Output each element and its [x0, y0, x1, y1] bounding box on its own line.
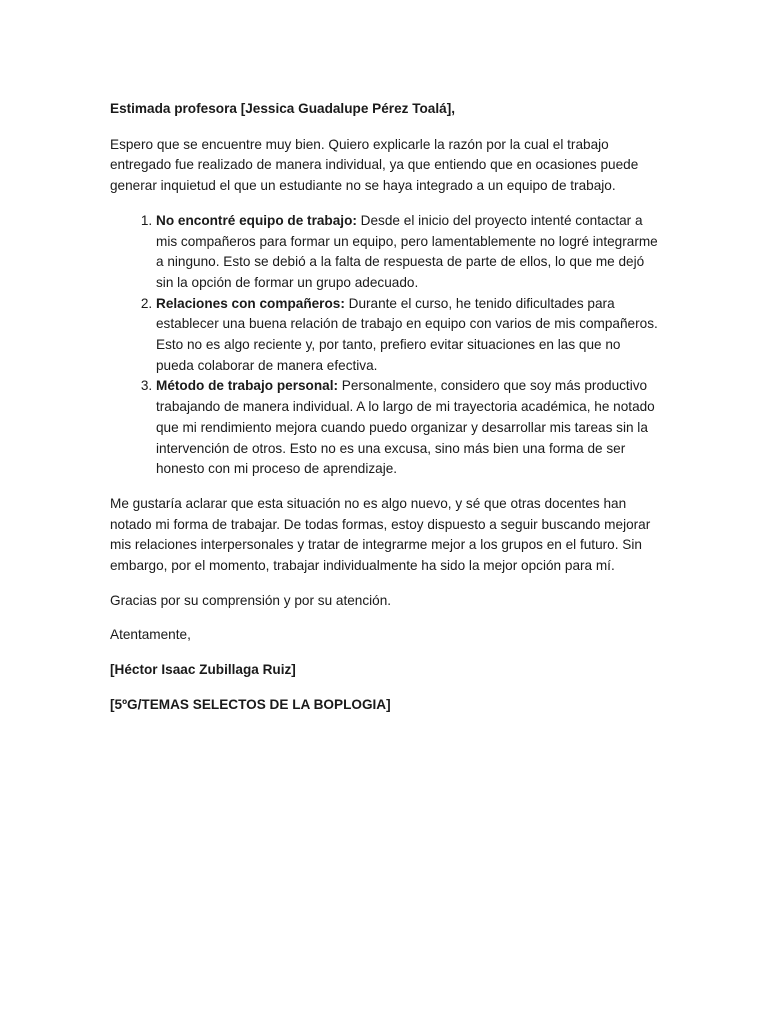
letter-intro-paragraph: Espero que se encuentre muy bien. Quiero explicarle la razón por la cual el trabajo entregado fue realizado de manera individual, ya que entiendo que en ocasiones puede generar inquietud el que un estudiante no se haya integrado a un equipo de trabajo. — [110, 136, 639, 194]
list-item — [156, 211, 660, 294]
letter-closing: Atentamente, — [110, 627, 191, 643]
reason-text: Desde el inicio del proyecto intenté contactar a mis compañeros para formar un equipo, pero lamentablemente no logré integrarme a ninguno. Esto se debió a la falta de respuesta de parte de ellos, lo que me dejó sin la opción de formar un grupo adecuado. — [156, 212, 658, 290]
letter-thanks: Gracias por su comprensión y por su atención. — [110, 592, 392, 608]
signature-name: [Héctor Isaac Zubillaga Ruiz] — [110, 662, 296, 678]
reason-title: Relaciones con compañeros: — [156, 295, 345, 311]
letter-document — [110, 99, 660, 730]
signature-course: [5ºG/TEMAS SELECTOS DE LA BOPLOGIA] — [110, 696, 391, 712]
letter-body-paragraph: Me gustaría aclarar que esta situación no es algo nuevo, y sé que otras docentes han notado mi forma de trabajar. De todas formas, estoy dispuesto a seguir buscando mejorar mis relaciones interpersonales y tratar de integrarme mejor a los grupos en el futuro. Sin embargo, por el momento, trabajar individualmente ha sido la mejor opción para mí. — [110, 495, 651, 574]
reason-title: Método de trabajo personal: — [156, 378, 339, 394]
list-item — [156, 376, 660, 480]
letter-greeting: Estimada profesora [Jessica Guadalupe Pérez Toalá], — [110, 101, 456, 116]
reason-title: No encontré equipo de trabajo: — [156, 212, 357, 228]
list-item — [156, 294, 660, 377]
reasons-list — [110, 211, 660, 480]
reason-text: Durante el curso, he tenido dificultades para establecer una buena relación de trabajo en equipo con varios de mis compañeros. Esto no es algo reciente y, por tanto, prefiero evitar situaciones en las que no pueda colaborar de manera efectiva. — [156, 295, 658, 373]
reason-text: Personalmente, considero que soy más productivo trabajando de manera individual. A lo largo de mi trayectoria académica, he notado que mi rendimiento mejora cuando puedo organizar y desarrollar mis tareas sin la intervención de otros. Esto no es una excusa, sino más bien una forma de ser honesto con mi proceso de aprendizaje. — [156, 378, 655, 477]
